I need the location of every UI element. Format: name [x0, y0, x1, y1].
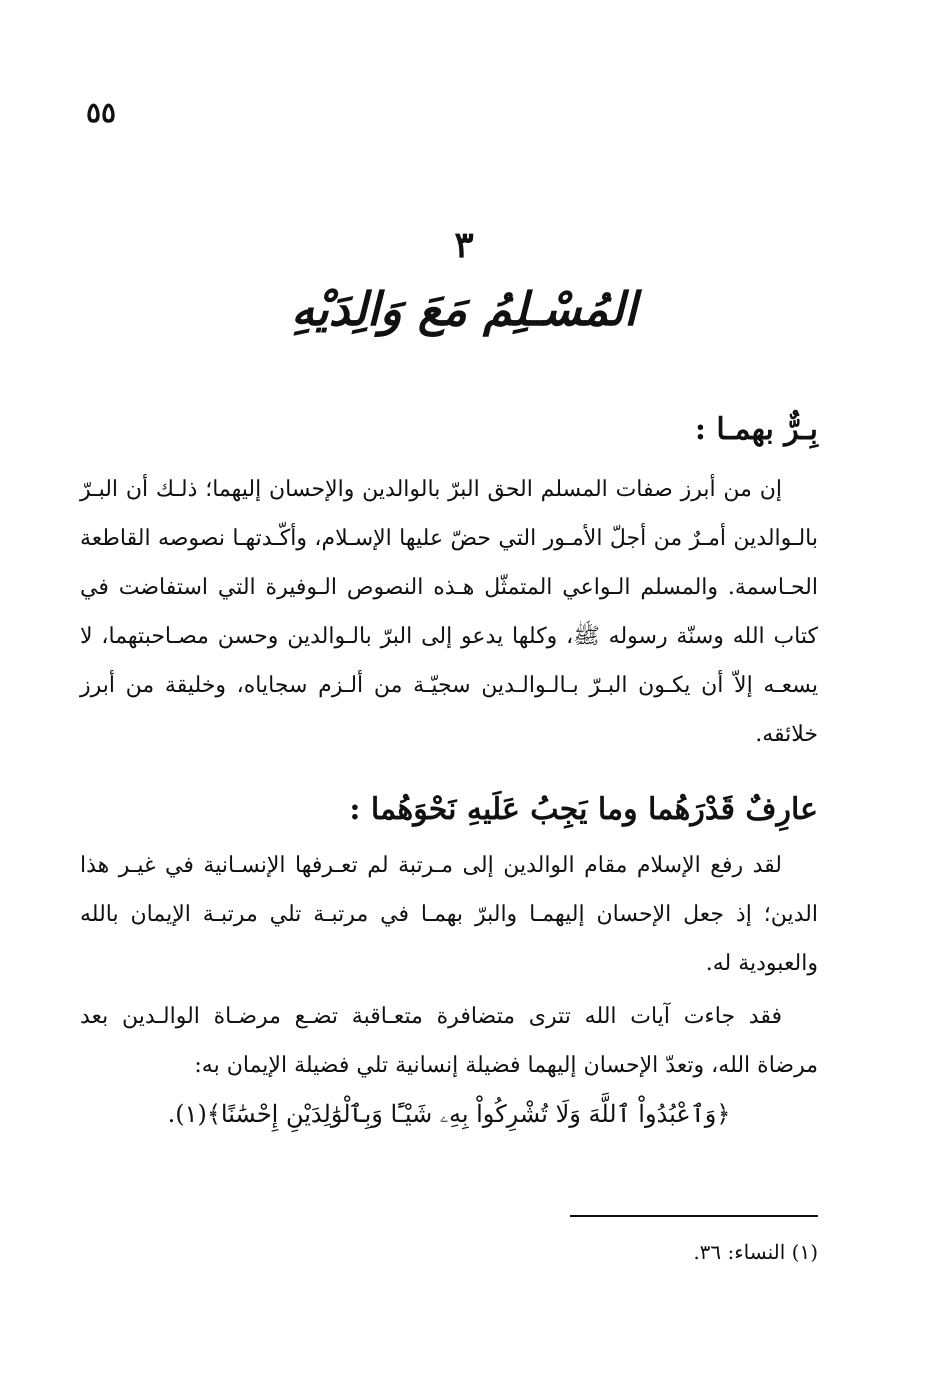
chapter-number: ٣ — [454, 224, 474, 266]
section-2-paragraph-2: فقد جاءت آيات الله تترى متضافرة متعـاقبة تضـع مرضـاة الوالـدين بعد مرضاة الله، وتعدّ الإحسان إليهما فضيلة إنسانية تلي فضيلة الإيمان به: — [80, 1004, 818, 1078]
footnote-divider — [570, 1215, 818, 1217]
section-heading-arif: عارِفٌ قَدْرَهُما وما يَجِبُ عَلَيهِ نَحْوَهُما : — [349, 792, 818, 827]
section-heading-birr: بِـرٌّ بهمـا : — [694, 412, 818, 447]
page-number: ٥٥ — [86, 96, 117, 129]
section-1-paragraph: إن من أبرز صفات المسلم الحق البرّ بالوالدين والإحسان إليهما؛ ذلـك أن البـرّ بالـوالدين أمـرٌ من أجلّ الأمـور التي حضّ عليها الإسـلام، وأكّـدتهـا نصوصه القاطعة الحـاسمة. والمسلم الـواعي المتمثّل هـذه النصوص الـوفيرة التي استفاضت في كتاب الله وسنّة رسوله ﷺ، وكلها يدعو إلى البرّ بالـوالدين وحسن مصـاحبتهما، لا يسعـه إلاّ أن يكـون البـرّ بـالـوالـدين سجيّـة من ألـزم سجاياه، وخليقة من أبرز خلائقه. — [80, 477, 818, 747]
section-2 — [80, 792, 818, 1139]
chapter-title: المُسْـلِمُ مَعَ وَالِدَيْهِ — [291, 282, 637, 336]
quran-verse: ﴿وَٱعْبُدُواْ ٱللَّهَ وَلَا تُشْرِكُواْ بِهِۦ شَيْـًٔا وَبِٱلْوَٰلِدَيْنِ إِحْسَٰنًا﴾(١). — [167, 1100, 731, 1128]
section-1 — [80, 412, 818, 759]
footnote: (١) النساء: ٣٦. — [693, 1240, 818, 1264]
section-2-paragraph-1: لقد رفع الإسلام مقام الوالدين إلى مـرتبة لم تعـرفها الإنسـانية في غيـر هذا الدين؛ إذ جعل الإحسان إليهمـا والبرّ بهمـا في مرتبـة تلي مرتبـة الإيمان بالله والعبودية له. — [80, 853, 818, 976]
